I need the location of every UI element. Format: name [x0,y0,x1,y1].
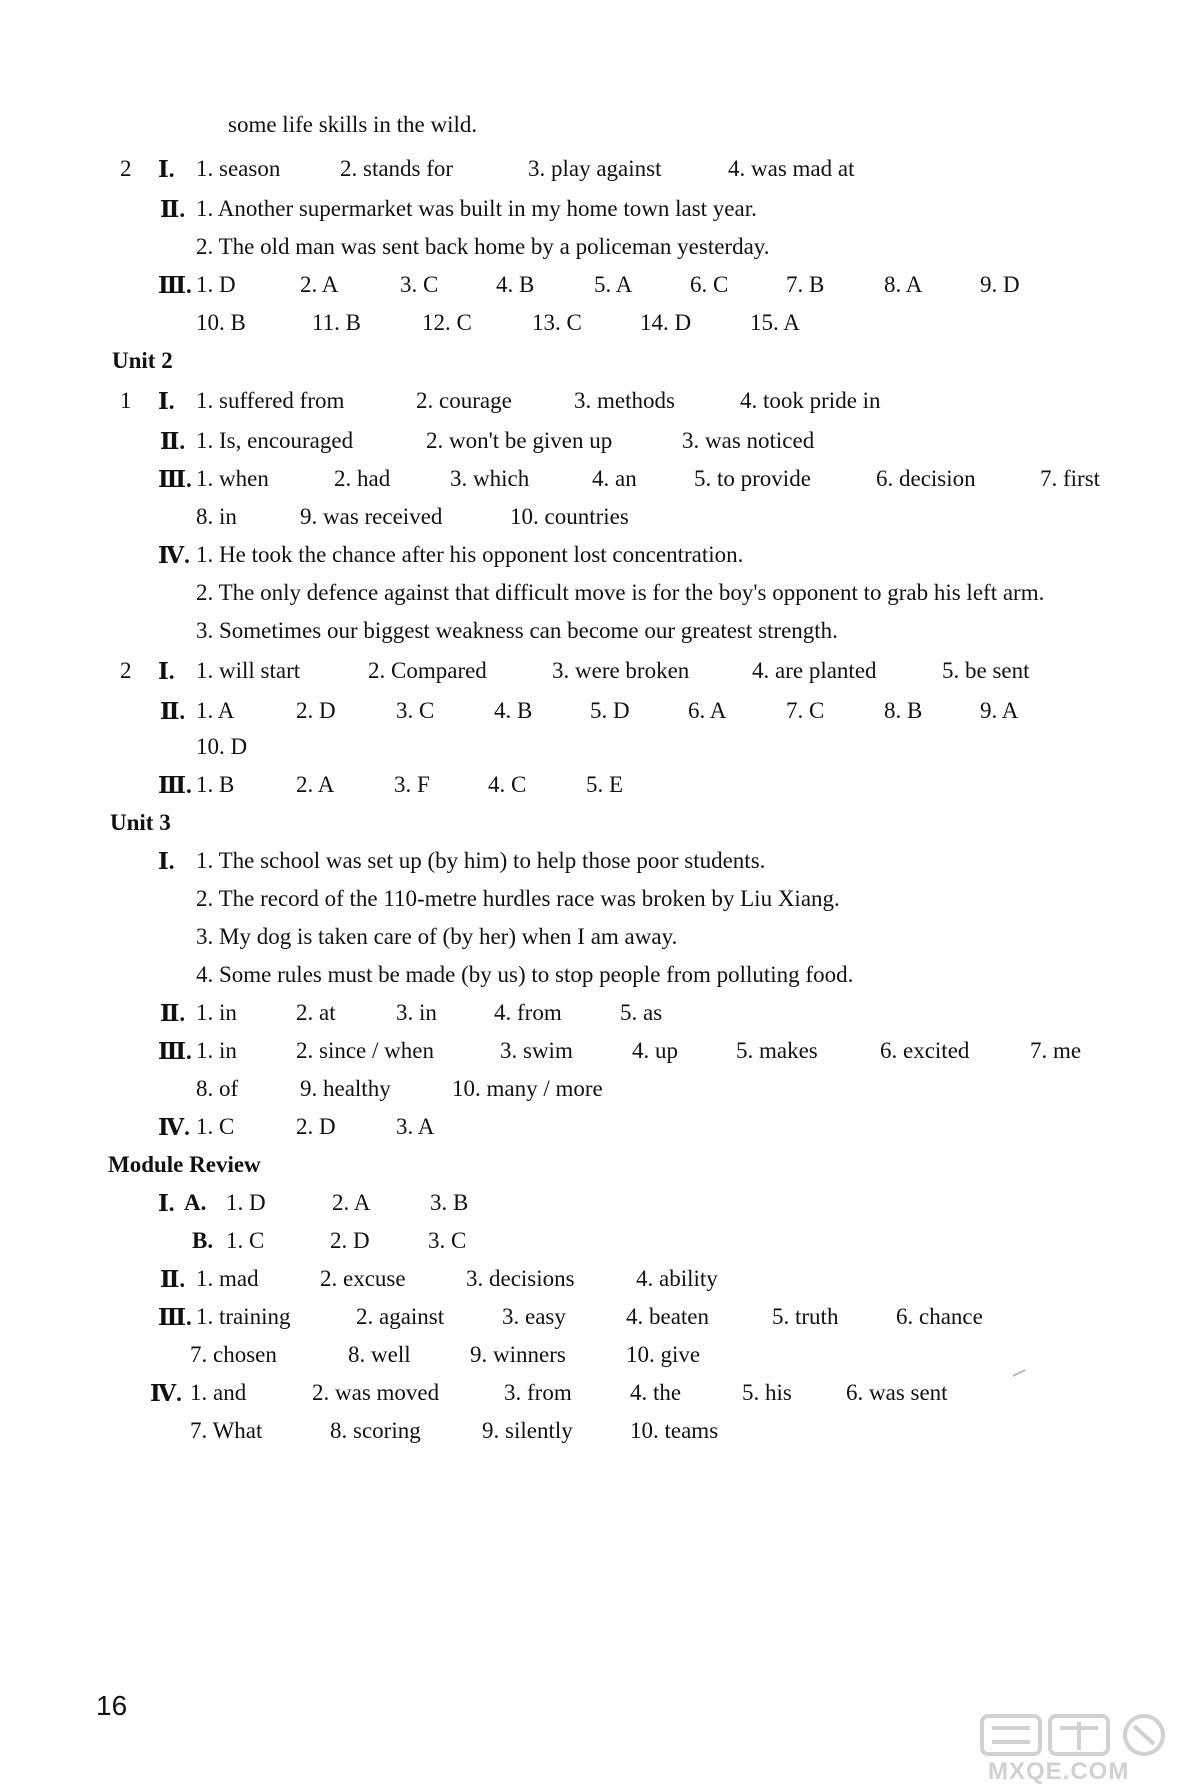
answer-item: 7. chosen [190,1342,277,1367]
answer-item: 11. B [312,310,361,335]
answer-item: 6. was sent [846,1380,948,1405]
answer-item: 4. C [488,772,527,797]
roman-numeral-label: Ⅰ. [158,849,175,874]
answer-item: 8. in [196,504,237,529]
answer-item: 2. The old man was sent back home by a policeman yesterday. [196,234,770,259]
answer-item: 9. was received [300,504,443,529]
roman-numeral-label: Ⅱ. [160,429,186,454]
answer-item: 2. D [296,1114,336,1139]
answer-item: 4. the [630,1380,682,1405]
roman-numeral-label: A. [184,1190,207,1215]
answer-item: 3. easy [502,1304,566,1329]
answer-item: 3. Sometimes our biggest weakness can become our greatest strength. [196,618,838,643]
answer-item: 3. swim [500,1038,573,1063]
answer-item: 2. against [356,1304,445,1329]
answer-item: 10. give [626,1342,701,1367]
answer-item: 4. up [632,1038,678,1063]
roman-numeral-label: B. [192,1228,214,1253]
answer-item: 10. many / more [452,1076,603,1101]
answer-item: 9. healthy [300,1076,391,1101]
answer-item: 3. play against [528,156,662,181]
answer-item: 1. in [196,1038,237,1063]
answer-item: 2. had [334,466,391,491]
answer-item: 3. were broken [552,658,690,683]
answer-item: 1. season [196,156,281,181]
answer-item: 4. was mad at [728,156,855,181]
answer-item: some life skills in the wild. [228,112,478,137]
answer-item: 10. D [196,734,248,759]
stray-mark [1012,1369,1026,1377]
answer-item: 5. E [586,772,624,797]
answer-item: 3. from [504,1380,572,1405]
answer-item: 3. C [400,272,439,297]
answer-item: 1. in [196,1000,237,1025]
answer-item: 10. countries [510,504,629,529]
answer-item: 1. mad [196,1266,259,1291]
answer-item: 7. me [1030,1038,1082,1063]
answer-item: 4. took pride in [740,388,881,413]
answer-item: 6. excited [880,1038,970,1063]
answer-item: 8. A [884,272,923,297]
roman-numeral-label: Ⅲ. [158,467,192,492]
exercise-number: 1 [120,388,132,413]
answer-item: 4. ability [636,1266,718,1291]
answer-item: 5. A [594,272,633,297]
answer-item: 5. his [742,1380,792,1405]
answer-item: 6. chance [896,1304,983,1329]
answer-item: 14. D [640,310,692,335]
roman-numeral-label: Ⅰ. [158,1191,175,1216]
answer-item: 3. A [396,1114,435,1139]
answer-item: 3. My dog is taken care of (by her) when I am away. [196,924,678,949]
roman-numeral-label: Ⅱ. [160,1267,186,1292]
answer-item: 1. B [196,772,235,797]
answer-item: 10. B [196,310,246,335]
answer-item: 5. D [590,698,630,723]
answer-item: 3. C [428,1228,467,1253]
answer-item: 3. decisions [466,1266,575,1291]
answer-stamp-logo-icon [980,1712,1180,1758]
roman-numeral-label: Ⅰ. [158,659,175,684]
answer-item: 4. Some rules must be made (by us) to stop people from polluting food. [196,962,854,987]
roman-numeral-label: Ⅱ. [160,699,186,724]
answer-item: 1. will start [196,658,301,683]
roman-numeral-label: Ⅳ. [158,543,190,568]
roman-numeral-label: Ⅲ. [158,1305,192,1330]
answer-item: 2. at [296,1000,336,1025]
answer-item: 3. in [396,1000,437,1025]
answer-item: 6. C [690,272,729,297]
roman-numeral-label: Ⅰ. [158,157,175,182]
section-heading: Unit 2 [112,348,173,373]
answer-item: 7. first [1040,466,1101,491]
roman-numeral-label: Ⅲ. [158,273,192,298]
answer-item: 7. C [786,698,825,723]
answer-item: 2. D [330,1228,370,1253]
roman-numeral-label: Ⅲ. [158,1039,192,1064]
answer-item: 4. B [494,698,533,723]
roman-numeral-label: Ⅲ. [158,773,192,798]
answer-item: 9. D [980,272,1020,297]
answer-item: 5. truth [772,1304,839,1329]
watermark-text: MXQE.COM [988,1758,1130,1785]
answer-item: 7. What [190,1418,263,1443]
answer-item: 2. since / when [296,1038,434,1063]
answer-item: 1. D [226,1190,266,1215]
answer-item: 6. decision [876,466,976,491]
answer-item: 2. A [296,772,335,797]
answer-item: 2. won't be given up [426,428,613,453]
answer-item: 2. A [300,272,339,297]
answer-item: 1. C [226,1228,265,1253]
answer-item: 13. C [532,310,582,335]
answer-item: 5. as [620,1000,663,1025]
roman-numeral-label: Ⅱ. [160,1001,186,1026]
answer-item: 2. The record of the 110-metre hurdles race was broken by Liu Xiang. [196,886,840,911]
answer-item: 7. B [786,272,825,297]
answer-item: 2. D [296,698,336,723]
roman-numeral-label: Ⅳ. [158,1115,190,1140]
answer-item: 1. training [196,1304,291,1329]
answer-item: 4. beaten [626,1304,710,1329]
answer-item: 2. courage [416,388,512,413]
answer-item: 4. are planted [752,658,877,683]
answer-item: 2. excuse [320,1266,406,1291]
answer-item: 15. A [750,310,800,335]
answer-item: 6. A [688,698,727,723]
exercise-number: 2 [120,156,132,181]
answer-item: 1. The school was set up (by him) to help those poor students. [196,848,766,873]
answer-item: 4. an [592,466,637,491]
answer-item: 9. winners [470,1342,566,1367]
answer-item: 4. B [496,272,535,297]
watermark [980,1712,1180,1788]
answer-item: 1. when [196,466,269,491]
answer-item: 10. teams [630,1418,719,1443]
answer-item: 1. suffered from [196,388,345,413]
answer-item: 4. from [494,1000,562,1025]
answer-item: 3. which [450,466,530,491]
roman-numeral-label: Ⅰ. [158,389,175,414]
answer-item: 3. B [430,1190,469,1215]
answer-item: 1. A [196,698,235,723]
answer-item: 3. was noticed [682,428,815,453]
answer-item: 2. The only defence against that difficult move is for the boy's opponent to grab his left arm. [196,580,1045,605]
answer-item: 9. A [980,698,1019,723]
answer-item: 1. Is, encouraged [196,428,354,453]
answer-item: 8. well [348,1342,411,1367]
answer-item: 8. scoring [330,1418,421,1443]
answer-item: 1. D [196,272,236,297]
page-number: 16 [96,1690,128,1721]
answer-item: 2. was moved [312,1380,440,1405]
answer-item: 1. C [196,1114,235,1139]
answer-item: 5. be sent [942,658,1030,683]
answer-item: 8. of [196,1076,239,1101]
answer-item: 2. A [332,1190,371,1215]
answer-item: 1. Another supermarket was built in my home town last year. [196,196,757,221]
answer-item: 2. stands for [340,156,454,181]
answer-item: 1. and [190,1380,247,1405]
section-heading: Module Review [108,1152,261,1177]
answer-item: 5. to provide [694,466,811,491]
roman-numeral-label: Ⅳ. [150,1381,182,1406]
answer-item: 8. B [884,698,923,723]
exercise-number: 2 [120,658,132,683]
answer-item: 3. methods [574,388,675,413]
answer-item: 3. F [394,772,430,797]
section-heading: Unit 3 [110,810,171,835]
answer-item: 3. C [396,698,435,723]
answer-item: 9. silently [482,1418,573,1443]
answer-item: 2. Compared [368,658,487,683]
answer-item: 5. makes [736,1038,818,1063]
roman-numeral-label: Ⅱ. [160,197,186,222]
answer-item: 1. He took the chance after his opponent lost concentration. [196,542,744,567]
answer-item: 12. C [422,310,472,335]
